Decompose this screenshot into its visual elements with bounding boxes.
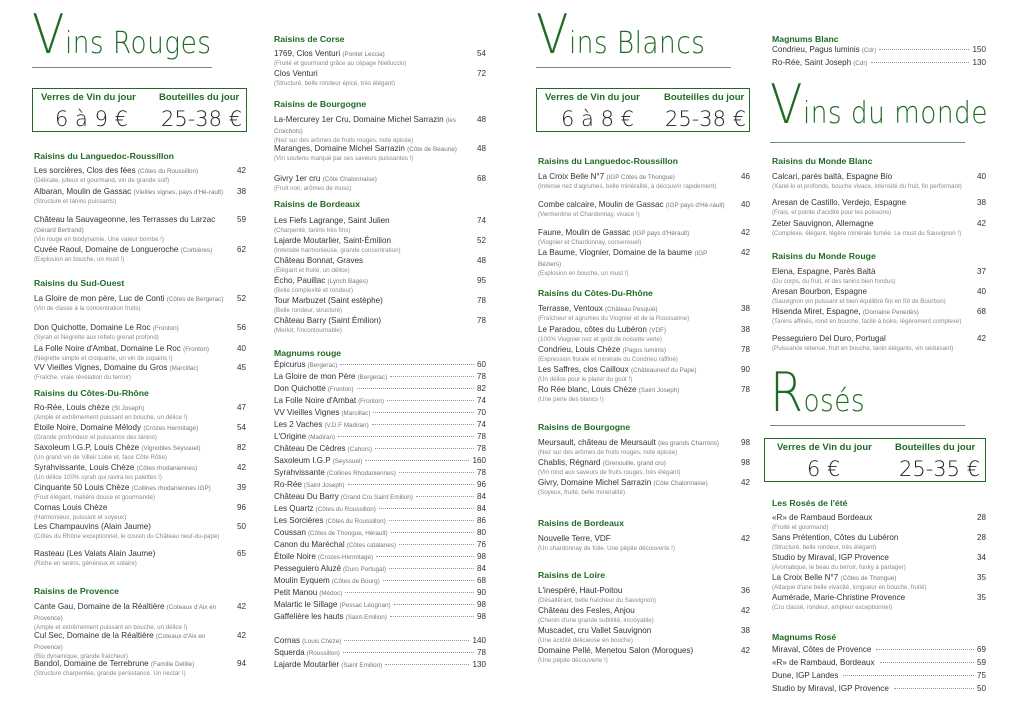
wine-item: Les sorcières, Clos des fées (Côtes du Roussillon) (Délicate, juteux et gourmand, vin de grande soif) 42: [34, 166, 246, 184]
wine-item: Condrieu, Louis Chèze (Pagus luminis) (Expression florale et minérale du Condrieu raffiné) 78: [538, 345, 750, 363]
wine-item: La Croix Belle N°7 (IGP Côtes de Thongue) (Intense nez d'agrumes, belle minéralité, à découvrir rapidement) 46: [538, 172, 750, 190]
wine-item: Tour Marbuzet (Saint estèphe) (Belle rondeur, structuré) 78: [274, 296, 486, 314]
wine-item: Saxoleum I.G.P, Louis Chèze (Vignobles Seyssuel) (Un grand vin de Villeir Lobe et, face Côte Rôtie) 82: [34, 443, 246, 461]
daily-price-box: [32, 88, 247, 132]
bottle-label: Bouteilles du jour: [895, 442, 976, 453]
magnum-item: Miraval, Côtes de Provence 69: [772, 645, 986, 654]
magnum-item: La Gloire de mon Père (Bergerac) 78: [274, 372, 486, 381]
wine-item: Givry, Domaine Michel Sarrazin (Côte Chalonnaise) (Soyeux, fruité, belle minéralité) 42: [538, 478, 750, 496]
wine-item: La Baume, Viognier, Domaine de la baume (IGP Béziers) (Explosion en bouche, un must !) 42: [538, 248, 750, 277]
title-rule: [770, 142, 965, 143]
magnum-item: «R» de Rambaud, Bordeaux 59: [772, 658, 986, 667]
wine-item: «R» de Rambaud Bordeaux (Fruité et gourmand) 28: [772, 513, 986, 531]
section-heading: Raisins du Monde Rouge: [772, 251, 876, 261]
magnum-item: VV Vieilles Vignes (Marcillac) 70: [274, 408, 486, 417]
daily-price-box: [764, 438, 986, 482]
wine-item: Cornas Louis Chèze (Harmonieux, puissant et soyeux) 96: [34, 503, 246, 521]
wine-item: Étoile Noire, Domaine Mélody (Crozes Hermitage) (Grande profondeur et puissance des tanins) 54: [34, 423, 246, 441]
wine-item: Zeter Sauvignon, Allemagne (Complexe, élégant, légère minérale fumée. Le must du Sauvignon !) 42: [772, 219, 986, 237]
bottle-price: 25-35 €: [899, 457, 981, 481]
title-rule: [770, 425, 965, 426]
glass-label: Verres de Vin du jour: [41, 92, 136, 103]
wine-item: Cante Gau, Domaine de la Réaltière (Coteaux d'Aix en Provence) (Ample et extrêmement puissant en bouche, un délice !) 42: [34, 602, 246, 631]
wine-item: Sans Prétention, Côtes du Lubéron (Structuré, belle rondeur, très élégant) 28: [772, 533, 986, 551]
section-heading: Raisins de Provence: [34, 586, 119, 596]
magnum-item: Château Du Barry (Grand Cru Saint Emilion) 84: [274, 492, 486, 501]
magnum-item: L'Origine (Madiran) 78: [274, 432, 486, 441]
section-heading: Raisins de Bordeaux: [538, 518, 624, 528]
magnum-item: Canon du Maréchal (Côtes catalanes) 76: [274, 540, 486, 549]
magnum-item: Les Quartz (Côtes du Roussillon) 84: [274, 504, 486, 513]
magnum-item: Moulin Eyquem (Côtes de Bourg) 68: [274, 576, 486, 585]
magnum-item: Cornas (Louis Chèze) 140: [274, 636, 486, 645]
wine-item: Les Fiefs Lagrange, Saint Julien (Charpenté, tanins très fins) 74: [274, 216, 486, 234]
wine-item: Cul Sec, Domaine de la Réaltière (Coteaux d'Aix en Provence) (Bio dynamique, grande fraîcheur) 42: [34, 631, 246, 660]
bottle-price: 25-38 €: [665, 107, 747, 131]
wine-item: Calcari, parés baltà, Espagne Bio (Xarel-lo et profonds, bouche vivace, intensité du fruit, fin performant) 40: [772, 172, 986, 190]
wine-item: Albaran, Moulin de Gassac (Vieilles vignes, pays d'Hé-rault) (Structure et tanins puissants) 38: [34, 187, 246, 205]
section-heading: Raisins du Côtes-Du-Rhône: [538, 288, 653, 298]
wine-item: Les Saffres, clos Cailloux (Châteauneuf du Pape) (Un délice pour le plaisir du goût !) 90: [538, 365, 750, 383]
magnum-item: Les 2 Vaches (V.D.F Madiran) 74: [274, 420, 486, 429]
glass-price: 6 €: [807, 457, 841, 481]
roses-title: Rosés: [770, 361, 866, 424]
section-heading: Raisins de Bourgogne: [538, 422, 631, 432]
section-heading: Raisins du Languedoc-Roussillon: [34, 151, 174, 161]
section-heading: Raisins de Bordeaux: [274, 199, 360, 209]
section-heading: Raisins de Corse: [274, 34, 345, 44]
magnum-item: Lajarde Moutarlier (Saint Emilion) 130: [274, 660, 486, 669]
wine-item: Maranges, Domaine Michel Sarrazin (Côte de Beaune) (Vin soutenu marqué par ses saveurs puissantes !) 48: [274, 144, 486, 162]
wine-item: Ro Rée blanc, Louis Chèze (Saint Joseph) (Une perle des blancs !) 78: [538, 385, 750, 403]
wine-item: Aresan de Castillo, Verdejo, Espagne (Frais, et pointe d'acidité pour les poissons) 38: [772, 198, 986, 216]
wine-item: Givry 1er cru (Côte Chalonnaise) (Fruit noir, arômes de musc) 68: [274, 174, 486, 192]
glass-label: Verres de Vin du jour: [545, 92, 640, 103]
magnum-item: Pesseguiero Aluzé (Duro Portugal) 84: [274, 564, 486, 573]
wine-item: Bandol, Domaine de Terrebrune (Famille Delille) (Structure charpentée, grande persistance. Un nectar !) 94: [34, 659, 246, 677]
title-rule: [536, 67, 731, 68]
wine-item: La Folle Noire d'Ambat, Domaine Le Roc (Fronton) (Négrette simple et croquante, un vin de copains !) 40: [34, 344, 246, 362]
wine-item: La Croix Belle N°7 (Côtes de Thongue) (Attaque d'une belle vivacité, longueur en bouche, fruité) 35: [772, 573, 986, 591]
wine-item: Faune, Moulin de Gassac (IGP pays d'Hérault) (Viognier et Chardonnay, consensuel) 42: [538, 228, 750, 246]
magnum-item: Petit Manou (Médoc) 90: [274, 588, 486, 597]
magnum-item: Coussan (Côtes de Thongue, Hérault) 80: [274, 528, 486, 537]
glass-label: Verres de Vin du jour: [777, 442, 872, 453]
wine-item: Chablis, Régnard (Grenouille, grand cru) (Vin rond aux saveurs de fruits rouges, très élégant) 98: [538, 458, 750, 476]
wine-item: Cuvée Raoul, Domaine de Longueroche (Corbières) (Explosion en bouche, un must !) 62: [34, 245, 246, 263]
wine-item: Château des Fesles, Anjou (Chenin d'une grande subtilité, incroyable) 42: [538, 606, 750, 624]
page-vins-blancs: [512, 0, 1024, 724]
magnum-item: Gaffelière les hauts (Saint-Emilion) 98: [274, 612, 486, 621]
magnum-item: Syrahvissante (Collines Rhodaniennes) 78: [274, 468, 486, 477]
wine-item: Hisenda Miret, Espagne, (Domaine Penedès) (Tanins affinés, rond en bouche, facile à boire, légèrement complexe) 68: [772, 307, 986, 325]
magnum-item: Malartic le Sillage (Pessac Léognan) 98: [274, 600, 486, 609]
magnum-item: La Folle Noire d'Ambat (Fronton) 74: [274, 396, 486, 405]
wine-item: Don Quichotte, Domaine Le Roc (Fronton) (Syrah et Négrette aux reflets grenat profond) 56: [34, 323, 246, 341]
magnum-item: Don Quichotte (Fronton) 82: [274, 384, 486, 393]
magnum-item: Ro-Rée (Saint Joseph) 96: [274, 480, 486, 489]
wine-item: Meursault, château de Meursault (les grands Charrons) (Nez sur des arômes de fruits rouges, note épicée) 98: [538, 438, 750, 456]
section-heading: Raisins de Bourgogne: [274, 99, 367, 109]
magnum-item: Château De Cèdres (Cahors) 78: [274, 444, 486, 453]
wine-item: Aumérade, Marie-Christine Provence (Cru classé, rondeur, ampleur exceptionnel) 35: [772, 593, 986, 611]
vins-rouges-title: Vins Rouges: [32, 3, 212, 66]
wine-item: Le Paradou, côtes du Lubéron (VDF) (100% Viognier nez et goût de noisette verte) 38: [538, 325, 750, 343]
glass-price: 6 à 9 €: [55, 107, 128, 131]
bottle-price: 25-38 €: [161, 107, 243, 131]
wine-item: La Gloire de mon père, Luc de Conti (Côtes de Bergerac) (Vin de classe à la concentration fruits) 52: [34, 294, 246, 312]
section-heading: Raisins du Côtes-Du-Rhône: [34, 388, 149, 398]
daily-price-box: [536, 88, 750, 132]
magnum-item: Dune, IGP Landes 75: [772, 671, 986, 680]
wine-item: Domaine Pellé, Menetou Salon (Morogues) (Une pépite découverte !) 42: [538, 646, 750, 664]
wine-item: Château Bonnat, Graves (Élégant et fruité, un délice) 48: [274, 256, 486, 274]
wine-item: Château la Sauvageonne, les Terrasses du Larzac (Gérard Bertrand) (Vin rouge en biodynamie. Une valeur bombe !) 59: [34, 215, 246, 243]
wine-item: Combe calcaire, Moulin de Gassac (IGP pays d'Hé-rault) (Vermentino et Chardonnay, vivace !) 40: [538, 200, 750, 218]
wine-item: Les Champauvins (Alain Jaume) (Côtes du Rhône exceptionnel, le cousin du Château neuf-du-pape) 50: [34, 522, 246, 540]
section-heading: Magnums Blanc: [772, 34, 839, 44]
section-heading: Raisins de Loire: [538, 570, 606, 580]
wine-item: Rasteau (Les Valats Alain Jaume) (Riche en tanins, généreux et solaire) 65: [34, 549, 246, 567]
wine-item: Aresan Bourbon, Espagne (Sauvignon vin puissant et bien équilibré fini en fût de Bourbon) 40: [772, 287, 986, 305]
bottle-label: Bouteilles du jour: [159, 92, 240, 103]
vins-du-monde-title: Vins du monde: [770, 73, 988, 136]
section-heading: Les Rosés de l'été: [772, 498, 848, 508]
wine-item: Elena, Espagne, Parès Baltà (Du corps, du fruit, et des tanins bien fondus) 37: [772, 267, 986, 285]
wine-item: Lajarde Moutarlier, Saint-Émilion (Intensité harmonieuse, grande concentration) 52: [274, 236, 486, 254]
wine-item: Muscadet, cru Vallet Sauvignon (Une acidité délicieuse en bouche) 38: [538, 626, 750, 644]
section-heading: Magnums rouge: [274, 348, 342, 358]
glass-price: 6 à 8 €: [561, 107, 634, 131]
section-heading: Raisins du Languedoc-Roussillon: [538, 156, 678, 166]
wine-item: Nouvelle Terre, VDF (Un chardonnay de folie. Une pépite découverte !) 42: [538, 534, 750, 552]
wine-item: Studio by Miraval, IGP Provence (Aromatique, le beau du terroir, funky à partager) 34: [772, 553, 986, 571]
magnum-item: Épicurus (Bergerac) 60: [274, 360, 486, 369]
magnum-item: Saxoleum I.G.P (Seyssuel) 160: [274, 456, 486, 465]
section-heading: Raisins du Monde Blanc: [772, 156, 873, 166]
wine-item: Château Barry (Saint Émilion) (Merlot, l'incontournable) 78: [274, 316, 486, 334]
wine-item: Clos Venturi (Structuré, belle rondeur épicé, très élégant) 72: [274, 69, 486, 87]
magnum-item: Condrieu, Pagus luminis (Cdr) 150: [772, 45, 986, 54]
bottle-label: Bouteilles du jour: [664, 92, 745, 103]
title-rule: [32, 67, 212, 68]
magnum-item: Étoile Noire (Crozes-Hermitage) 98: [274, 552, 486, 561]
wine-item: VV Vieilles Vignes, Domaine du Gros (Marcillac) (Fraîche, vraie révélation du terroir) 45: [34, 363, 246, 381]
vins-blancs-title: Vins Blancs: [536, 3, 706, 66]
magnum-item: Studio by Miraval, IGP Provence 50: [772, 684, 986, 693]
wine-item: Écho, Pauillac (Lynch Bages) (Belle complexité et rondeur) 95: [274, 276, 486, 294]
wine-item: Syrahvissante, Louis Chèze (Côtes rhodaniennes) (Un délice 100% syrah qui ravira les palettes !) 42: [34, 463, 246, 481]
magnum-item: Les Sorcières (Côtes du Roussillon) 86: [274, 516, 486, 525]
wine-item: Terrasse, Ventoux (Château Pesquié) (Fraîcheur et agrumes du Viognier et de la Roussanne) 38: [538, 304, 750, 322]
wine-item: Cinquante 50 Louis Chèze (Collines rhodaniennes IGP) (Fruit élégant, matière douce et gourmande) 39: [34, 483, 246, 501]
wine-item: La-Mercurey 1er Cru, Domaine Michel Sarrazin (les Croichots) (Nez sur des arômes de fruits rouges, note épicée) 48: [274, 115, 486, 144]
section-heading: Magnums Rosé: [772, 632, 837, 642]
wine-item: Ro-Rée, Louis chèze (St Joseph) (Ample et extrêmement puissant en bouche, un délice !) 47: [34, 403, 246, 421]
magnum-item: Squerda (Roussillon) 78: [274, 648, 486, 657]
section-heading: Raisins du Sud-Ouest: [34, 278, 125, 288]
wine-item: Pesseguiero Del Duro, Portugal (Puissance retenue, fruit en bouche, tanin élégants, vin séduisant) 42: [772, 334, 986, 352]
wine-item: 1769, Clos Venturi (Pontet Leccia) (Fruité et gourmand grâce au cépage Nielluccio) 54: [274, 49, 486, 67]
wine-item: L'inespéré, Haut-Poitou (Désaltérant, belle fraîcheur du Sauvignon) 36: [538, 586, 750, 604]
magnum-item: Ro-Rée, Saint Joseph (Cdr) 130: [772, 58, 986, 67]
